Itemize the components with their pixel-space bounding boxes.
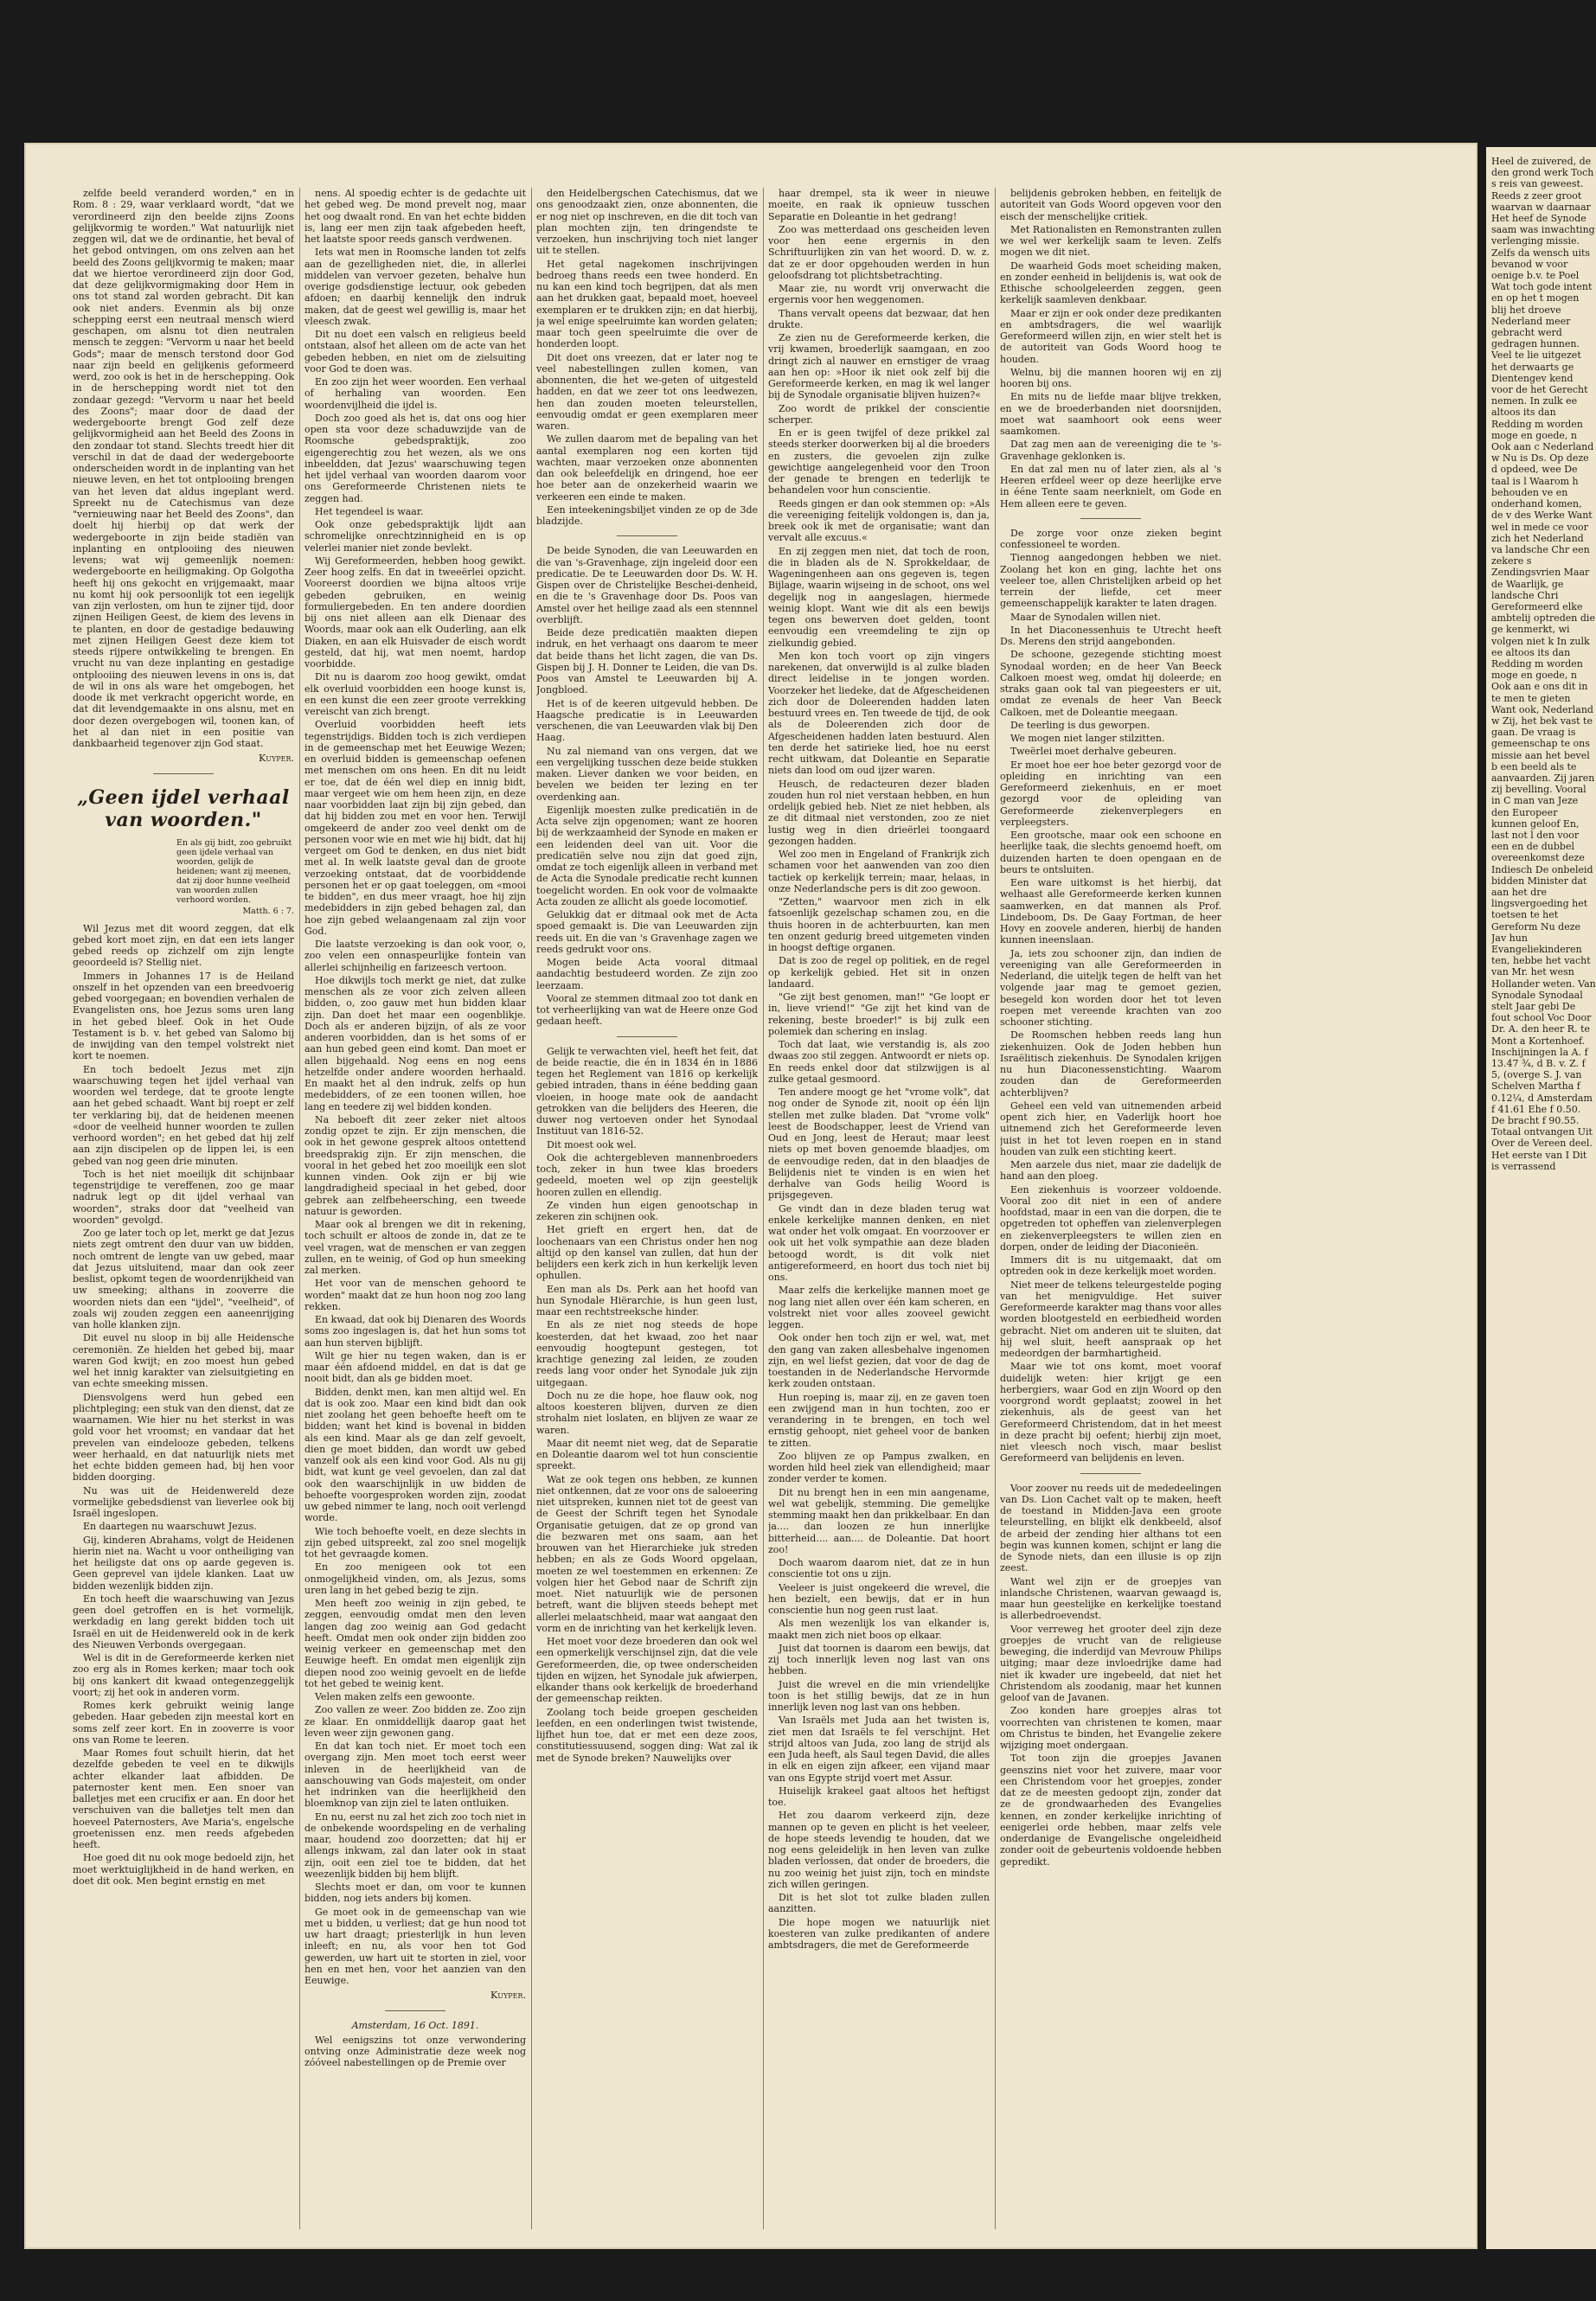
col3-paragraph: Doch nu ze die hope, hoe flauw ook, nog altoos koesteren blijven, durven ze dien strohalm niet loslaten, en blijven ze waar ze waren. bbox=[536, 1389, 758, 1436]
col5-paragraph: We mogen niet langer stilzitten. bbox=[1010, 733, 1165, 744]
adjacent-page-column: Heel de zuivered, de den grond werk Toch s reis van geweest. Reeds z zeer groot waarvan w daarnaar Het heef de Synode saam was inwachting verlenging missie. Zelfs da wensch uits bevanod w voor oenige b.v. te Poel Wat toch gode intent en op het t mogen blij het droeve Nederland meer gebracht werd gedragen hunnen. Veel te lie uitgezet het derwaarts ge Dientengev kend voor de het Gerecht nemen. In zulk ee altoos its dan Redding m worden moge en goede, n Ook aan c Nederland w Nu is Ds. Op deze d opdeed, wee De taal is l Waarom h behouden ve en onderhand komen, de v des Werke Want wel in mede ce voor zich het Nederland va landsche Chr een zekere s Zendingsvrien Maar de Waarlijk, ge landsche Chri Gereformeerd elke ambtelij optreden die ge kenmerkt, wi volgen niet k In zulk ee altoos its dan Redding m worden moge en goede, n Ook aan e ons dit in te men te gieten Want ook, Nederland w Zij, het bek vast te gaan. De vraag is gemeenschap te ons missie aan het bevel b een beeld als te aanvaarden. Zij jaren zij bevelling. Vooral in C man van Jeze den Europeer kunnen geloof En, last not l den voor een en de dubbel overeenkomst deze Indiesch De onbeleid bidden Minister dat aan het dre lingsvergoeding het toetsen te het Gereform Nu deze Jav hun Evangeliekinderen ten, hebbe het vacht van Mr. het wesn Hollander weten. Van Synodale Synodaal stelt Jaar gebi De fout school Voc Door Dr. A. den heer R. te Mont a Kortenhoef. Inschijningen la A. f 13.47 ¾, d B. v. Z. f 5, (overge S. J. van Schelven Martha f 0.12¼, d Amsterdam f 41.61 Ehe f 0.50. De bracht f 90.55. Totaal ontvangen Uit Over de Vereen deel. Het eerste van I Dit is verrassend bbox=[1491, 156, 1596, 1172]
col5-paragraph: Voor verreweg het grooter deel zijn deze groepjes de vrucht van de religieuse beweging, die inderdijd van Mevrouw Philips uitging; maar deze invloedrijke dame had niet ik kwader ure ingebeeld, dat niet het Christendom als zoodanig, maar het kunnen geloof van de Javanen. bbox=[1000, 1623, 1221, 1703]
col4-paragraph: Maar zie, nu wordt vrij onverwacht die ergernis voor hen weggenomen. bbox=[768, 283, 990, 306]
col3-paragraph: Eigenlijk moesten zulke predicatiën in de Acta selve zijn opgenomen; want ze hooren bij de werkzaamheid der Synode en maken er een leidenden deel van uit. Voor die predicatiën selve nou zijn dat goed zijn, omdat ze toch eigenlijk alleen in verband met de Acta die Synodale predicatie recht kunnen toegelicht worden. En ook voor de volmaakte Acta zouden ze allicht als goede locomotief. bbox=[536, 804, 758, 907]
col4-paragraph: Als men wezenlijk los van elkander is, maakt men zich niet boos op elkaar. bbox=[768, 1618, 990, 1641]
col5-paragraph: Er moet hoe eer hoe beter gezorgd voor de opleiding en inrichting van een Gereformeerd ziekenhuis, en er moet gezorgd voor de opleiding van Gereformeerde ziekenverplegers en verpleegsters. bbox=[1000, 759, 1221, 828]
column-4 bbox=[768, 188, 990, 2229]
col2-paragraph: Iets wat men in Roomsche landen tot zelfs aan de gezelligheden niet, die, in allerlei middelen van vervoer gezeten, behalve hun overige godsdienstige lectuur, ook gebeden afdoen; en daarbij kennelijk den indruk maken, dat de geest wel gewillig is, maar het vleesch zwak. bbox=[304, 247, 526, 327]
column-1 bbox=[73, 188, 294, 2229]
article2-paragraph: Zoo ge later toch op let, merkt ge dat Jezus niets zegt omtrent den duur van uw bidden, noch omtrent de lengte van uw gebed, maar dat Jezus uitsluitend, maar dan ook zeer beslist, opkomt tegen de woordenrijkheid van uw smeeking; althans in zooverre die woorden niets dan een "ijdel", "veelheid", of zoals wij zouden zeggen een aaneenrijging van holle klanken zijn. bbox=[73, 1227, 294, 1330]
col2-paragraph: Overluid voorbidden heeft iets tegenstrijdigs. Bidden toch is zich verdiepen in de gemeenschap met het Eeuwige Wezen; en overluid bidden is gemeenschap oefenen met menschen om ons heen. En dit nu leidt er toe, dat de één wel diep en innig bidt, maar vergeet wie om hem heen zijn, en deze naar voorbidden laat zijn bij zijn gebed, dan dat hij bidden zou met en voor hen. Terwijl omgekeerd de ander zoo veel denkt om de personen voor wie en met wie hij bidt, dat hij vergeet om God te denken, en dus niet bidt met al. In welk laatste geval dan de groote verzoeking ontstaat, dat de voorbiddende personen het er op gaat toeleggen, om «mooi te bidden", en dus meer vraagt, hoe hij zijn medebidders in zijn gebed behagen zal, dan hoe zijn gebed welaangenaam zal zijn voor God. bbox=[304, 719, 526, 937]
col5-paragraph: Want wel zijn er de groepjes van inlandsche Christenen, waarvan gewaagd is, maar hun geestelijke en kerkelijke toestand is allerbedroevendst. bbox=[1000, 1575, 1221, 1622]
col2-paragraph: Wie toch behoefte voelt, en deze slechts in zijn gebed uitspreekt, zal zoo snel mogelijk tot het gevraagde komen. bbox=[304, 1525, 526, 1560]
col2-signature: Kuyper. bbox=[490, 1990, 526, 2002]
col3-paragraph: Het getal nagekomen inschrijvingen bedroeg thans reeds een twee honderd. En nu kan een kind toch begrijpen, dat als men aan het drukken gaat, bepaald moet, hoeveel exemplaren er te drukken zijn; en dat hierbij, ja wel enige speelruimte kan worden gelaten; maar toch geen speelruimte die over de honderden loopt. bbox=[536, 258, 758, 350]
article2-paragraph: Wel is dit in de Gereformeerde kerken niet zoo erg als in Romes kerken; maar toch ook bij ons kankert dit kwaad ontegenzeggelijk voort; zij het ook in anderen vorm. bbox=[73, 1652, 294, 1698]
column-rule bbox=[299, 188, 300, 2229]
article1-paragraph: zelfde beeld veranderd worden," en in Rom. 8 : 29, waar verklaard wordt, "dat we verordineerd zijn den beelde zijns Zoons gelijkvormig te worden." Wat natuurlijk niet zeggen wil, dat we de ordinantie, het beval of het gebod ontvingen, om ons zelven aan het beeld des Zoons gelijkvormig te maken; maar dat we hiertoe verordineerd zijn door God, dat deze gelijkvormigmaking door Hem in ons tot stand zal worden gebracht. Dit kan ook niet anders. Evenmin als bij onze schepping eerst een neutraal mensch wierd geschapen, om alsnu tot dien neutralen mensch te zeggen: "Vervorm u naar het beeld Gods"; maar de mensch terstond door God naar zijn beeld en gelijkenis geformeerd werd, zoo ook is het in de herschepping. Ook in de herschepping wordt niet tot den zondaar gezegd: "Vervorm u naar het beeld des Zoons"; maar door de daad der wedergeboorte brengt God zelf deze gelijkvormigheid aan het Beeld des Zoons in den zondaar tot stand. Slechts treedt hier dit verschil in dat de daad der wedergeboorte onderscheiden wordt in de inplanting van het nieuwe leven, en het tot ontplooiing brengen van het leven dat aldus ingeplant werd. Spreekt nu de Catechismus van deze "vernieuwing naar het Beeld des Zoons", dan doelt hij hierbij op dat werk der wedergeboorte in zijn beide stadiën van inplanting en ontplooiing des nieuwen levens; wat wij gemeenlijk noemen: wedergeboorte en heiligmaking. Op Golgotha heeft hij ons gekocht en vrijgemaakt, maar nu komt hij ook persoonlijk tot een iegelijk van zijn verlosten, om hun te zijner tijd, door zijnen Heiligen Geest, de kiem des levens in te planten, en door de gestadige bedauwing met zijnen Heiligen Geest deze kiem tot steeds rijpere ontwikkeling te brengen. En vrucht nu van deze inplanting en gestadige ontplooiing des nieuwen levens in ons is, dat de wil in ons als ware het omgebogen, het doode ik met verkracht opgericht worde, en dat dit levendgemaakte in ons alsnu, met en door dezen overgebogen wil, toonen kan, of het al dan niet in een positie van dankbaarheid tegenover zijn God staat. bbox=[73, 188, 294, 749]
col4-paragraph: Men kon toch voort op zijn vingers narekenen, dat onverwijld is al zulke bladen direct leidelise in te jongen worden. Voorzeker het liedeke, dat de Afgescheidenen zich door de Doleerenden hadden laten bestuurd vrees en. Ten tweede de tijd, de ook als de Doleerenden zich door de Afgescheidenen hadden laten bestuurd. Alen ten derde het satirieke lied, hoe nu eerst recht uitkwam, dat Doleantie en Separatie niets dan lood om oud ijzer waren. bbox=[768, 650, 990, 777]
col4-paragraph: Zoo blijven ze op Pampus zwalken, en worden hild heel ziek van ellendigheid; maar zonder verder te komen. bbox=[768, 1450, 990, 1485]
divider bbox=[617, 535, 677, 536]
col2-paragraph: Ook onze gebedspraktijk lijdt aan schromelijke onrechtzinnigheid en is op velerlei manier niet zonde bevlekt. bbox=[304, 519, 526, 554]
col5-paragraph: In het Diaconessenhuis te Utrecht heeft Ds. Merens den strijd aangebonden. bbox=[1000, 624, 1221, 647]
col2-paragraph: Wel eenigszins tot onze verwondering ontving onze Administratie deze week nog zóóveel nabestellingen op de Premie over bbox=[304, 2034, 526, 2069]
article2-paragraph: En daartegen nu waarschuwt Jezus. bbox=[83, 1521, 257, 1533]
article2-paragraph: Immers in Johannes 17 is de Heiland onszelf in het opzenden van een breedvoerig gebed voorgegaan; en bovendien verhalen de Evangelisten ons, hoe Jezus soms uren lang in het gebed bleef. Ook in het Oude Testament is b. v. het gebed van Salomo bij de inwijding van den tempel volstrekt niet kort te noemen. bbox=[73, 970, 294, 1062]
col2-paragraph: Slechts moet er dan, om voor te kunnen bidden, nog iets anders bij komen. bbox=[304, 1881, 526, 1905]
col4-paragraph: Zoo was metterdaad ons gescheiden leven voor hen eene ergernis in den Schriftuurlijken zin van het woord. D. w. z. dat ze er door opgehouden werden in hun geloofsdrang tot plichtsbetrachting. bbox=[768, 223, 990, 281]
col2-paragraph: Na beboeft dit zeer zeker niet altoos zondig opzet te zijn. Er zijn menschen, die ook in het gewone gesprek altoos ontettend breedsprakig zijn. Er zijn menschen, die vooral in het gebed het zoo moeilijk een slot kunnen vinden. Ook zijn er bij wie langdradigheid speciaal in het gebed, door gebrek aan zelfbeheersching, een tweede natuur is geworden. bbox=[304, 1113, 526, 1217]
col2-paragraph: Dit nu doet een valsch en religieus beeld ontstaan, alsof het alleen om de acte van het gebeden hebben, en niet om de zielsuiting voor God te doen was. bbox=[304, 329, 526, 375]
col4-paragraph: Zoo wordt de prikkel der conscientie scherper. bbox=[768, 402, 990, 426]
article2-paragraph: Maar Romes fout schuilt hierin, dat het dezelfde gebeden te veel en te dikwijls achter elkander laat afbidden. De paternoster kent men. Een snoer van balletjes met een crucifix er aan. En door het verschuiven van die balletjes telt men dan hoeveel Paternosters, Ave Maria's, engelsche groetenissen enz. men reeds afgebeden heeft. bbox=[73, 1747, 294, 1850]
col4-paragraph: Ge vindt dan in deze bladen terug wat enkele kerkelijke mannen denken, en niet wat onder het volk omgaat. En voorzoover er ook uit het volk sympathie aan deze bladen betoogd wordt, is dit volk niet antigereformeerd, en hoort dus toch niet bij ons. bbox=[768, 1202, 990, 1283]
col5-paragraph: En mits nu de liefde maar blijve trekken, en we de broederbanden niet doorsnijden, moet wat saamhoort ook eens weer saamkomen. bbox=[1000, 391, 1221, 437]
column-rule bbox=[531, 188, 532, 2229]
col4-paragraph: Wel zoo men in Engeland of Frankrijk zich schamen voor het aanwenden van zoo dien tactiek op kerkelijk terrein; maar, helaas, in onze Nederlandsche pers is dit zoo gewoon. bbox=[768, 849, 990, 894]
col5-paragraph: Dat zag men aan de vereeniging die te 's-Gravenhage geklonken is. bbox=[1000, 439, 1221, 462]
col5-paragraph: Ja, iets zou schooner zijn, dan indien de vereeniging van alle Gereformeerden in Nederland, die uiteljk tegen de helft van het volgende jaar mag te gemoet gezien, besegeld kon worden door het tot leven roepen met vereende krachten van zoo schooner stichting. bbox=[1000, 947, 1221, 1028]
article2-paragraph: Wil Jezus met dit woord zeggen, dat elk gebed kort moet zijn, en dat een iets langer gebed reeds op zichzelf om zijn lengte geoordeeld is? Stellig niet. bbox=[73, 922, 294, 969]
col4-paragraph: Die hope mogen we natuurlijk niet koesteren van zulke predikanten of andere ambtsdragers, die met de Gereformeerde bbox=[768, 1916, 990, 1951]
col2-paragraph: Dit nu is daarom zoo hoog gewikt, omdat elk overluid voorbidden een hooge kunst is, en een kunst die een zeer groote verrekking vereischt van zich brengt. bbox=[304, 671, 526, 717]
article2-paragraph: Toch is het niet moeilijk dit schijnbaar tegenstrijdige te vereffenen, zoo ge maar nadruk legt op dit ijdel verhaal van woorden", straks door dat "veelheid van woorden" gevolgd. bbox=[73, 1168, 294, 1226]
col2-paragraph: Hoe dikwijls toch merkt ge niet, dat zulke menschen als ze voor zich zelven alleen bidden, o, zoo gauw met hun bidden klaar zijn. Dan doet het maar een oogenblikje. Doch als er anderen bijzijn, of als ze voor anderen voorbidden, dan is het soms of er aan hun gebed geen eind komt. Dan moet er allen bijgehaald. Nog eens en nog eens hetzelfde onder andere woorden herhaald. En maakt het al den indruk, zelfs op hun medebidders, of ze een toonen willen, hoe lang en teedere zij wel bidden konden. bbox=[304, 974, 526, 1112]
col4-paragraph: En zij zeggen men niet, dat toch de roon, die in bladen als de N. Sprokkeldaar, de Wageningenheen aan ons gegeven is, tegen Bijlage, waarin wijseing in de schoot, ons wel degelijk nog in aangeslagen, hiermede weinig klopt. Want wie dit als een bewijs tegen ons bewerven doet gelden, toont eenvoudig een vreemdeling te zijn op zielkundig gebied. bbox=[768, 545, 990, 649]
col2-paragraph: Velen maken zelfs een gewoonte. bbox=[315, 1691, 476, 1702]
col3-paragraph: Gelukkig dat er ditmaal ook met de Acta spoed gemaakt is. Die van Leeuwarden zijn reeds uit. En die van 's Gravenhage zagen we reeds gedrukt voor ons. bbox=[536, 909, 758, 955]
col3-paragraph: Zoolang toch beide groepen gescheiden leefden, en een onderlingen twist twistende, lijfhet hun toe, dat er met een deze zoos, constitutiessuusend, soggen ding: Wat zal ik met de Synode breken? Nauwelijks over bbox=[536, 1706, 758, 1764]
col4-paragraph: Heusch, de redacteuren dezer bladen zouden hun rol niet verstaan hebben, en hun ordelijk gebied heb. Niet ze niet hebben, als ze dit ditmaal niet verstonden, zoo ze niet lustig weg in dien drieërlei toongaard gezongen hadden. bbox=[768, 778, 990, 847]
col4-paragraph: haar drempel, sta ik weer in nieuwe moeite, en raak ik opnieuw tusschen Separatie en Doleantie in het gedrang! bbox=[768, 188, 990, 222]
col4-paragraph: Thans vervalt opeens dat bezwaar, dat hen drukte. bbox=[768, 307, 990, 330]
col5-paragraph: Met Rationalisten en Remonstranten zullen we wel wer kerkelijk saam te leven. Zelfs mogen we dit niet. bbox=[1000, 223, 1221, 259]
col4-paragraph: Reeds gingen er dan ook stemmen op: »Als die vereeniging feitelijk voldongen is, dan ja, breek ook ik met de organisatie; want dan vervalt alle excuus.« bbox=[768, 497, 990, 544]
col3-paragraph: Mogen beide Acta vooral ditmaal aandachtig bestudeerd worden. Ze zijn zoo leerzaam. bbox=[536, 957, 758, 991]
col5-paragraph: Immers dit is nu uitgemaakt, dat om optreden ook in deze kerkelijk moet worden. bbox=[1000, 1254, 1221, 1278]
col3-paragraph: Dit doet ons vreezen, dat er later nog te veel nabestellingen zullen komen, van abonnenten, die het we-geten of uitgesteld hadden, en dat we zeer tot ons leedwezen, hen dan zouden moeten teleurstellen, eenvoudig omdat er geen exemplaren meer waren. bbox=[536, 351, 758, 432]
col2-paragraph: Doch zoo goed als het is, dat ons oog hier open sta voor deze schaduwzijde van de Roomsche gebedspraktijk, zoo eigengerechtig zou het wezen, als we ons inbeeldden, dat Jezus' waarschuwing tegen het ijdel verhaal van woorden daarom voor ons Gereformeerde Christenen niets te zeggen had. bbox=[304, 412, 526, 504]
col2-paragraph: Wij Gereformeerden, hebben hoog gewikt. Zeer hoog zelfs. En dat in tweeërlei opzicht. Vooreerst doordien we bijna altoos vrije gebeden gebruiken, en weinig formuliergebeden. En ten andere doordien bij ons niet alleen aan elk Dienaar des Woords, maar ook aan elk Ouderling, aan elk Diaken, en aan elk Huisvader de eisch wordt gesteld, dat hij, wat men noemt, hardop voorbidde. bbox=[304, 554, 526, 670]
article2-paragraph: En toch heeft die waarschuwing van Jezus geen doel getroffen en is het vormelijk, werkdadig en lang gerekt bidden toch uit Israël en uit de Heidenwereld ook in de kerk des Nieuwen Verbonds overgegaan. bbox=[73, 1593, 294, 1650]
col2-paragraph: Zoo vallen ze weer. Zoo bidden ze. Zoo zijn ze klaar. En onmiddellijk daarop gaat het leven weer zijn gewonen gang. bbox=[304, 1704, 526, 1739]
col5-paragraph: Niet meer de telkens teleurgestelde poging van het menigvuldige. Het suiver Gereformeerde karakter mag thans voor alles worden blootgesteld en eerbiedheid worden gebracht. Niet om anderen uit te sluiten, dat hij wel sluit, heeft aanspraak op het medeordgen der barmhartigheid. bbox=[1000, 1279, 1221, 1359]
col4-paragraph: Juist die wrevel en die min vriendelijke toon is het stillig bewijs, dat ze in hun innerlijk leven nog last van ons hebben. bbox=[768, 1678, 990, 1713]
divider bbox=[1080, 1473, 1141, 1474]
col4-paragraph: Juist dat toornen is daarom een bewijs, dat zij toch innerlijk leven nog last van ons hebben. bbox=[768, 1642, 990, 1677]
col2-paragraph: En kwaad, dat ook bij Dienaren des Woords soms zoo ingeslagen is, dat het hun soms tot aan hun sterven bijblijft. bbox=[304, 1314, 526, 1349]
verse-text: En als gij bidt, zoo gebruikt geen ijdele verhaal van woorden, gelijk de heidenen; want zij meenen, dat zij door hunne veelheid van woorden zullen verhoord worden. bbox=[176, 837, 292, 905]
col2-paragraph: Ge moet ook in de gemeenschap van wie met u bidden, u verliest; dat ge hun nood tot uw hart draagt; priesterlijk in hun leven inleeft; en nu, als voor hen tot God gewerden, uw hart uit te storten in ziel, voor hen en met hen, voor het aanzien van den Eeuwige. bbox=[304, 1906, 526, 1986]
col2-paragraph: Bidden, denkt men, kan men altijd wel. En dat is ook zoo. Maar een kind bidt dan ook niet zoolang het geen behoefte heeft om te bidden; want het kind is bovenal in bidden als een kind. Maar als ge dan zelf gevoelt, dien ge moet bidden, dan wordt uw gebed vanzelf ook als een kind voor God. Als nu gij bidt, wat kunt ge veel gevoelen, dan zal dat ook den waarschijnlijk in uw bidden de behoefte voorgesproken worden zijn, zoodat uw gebed nimmer te lang, noch ooit verlengd worde. bbox=[304, 1386, 526, 1524]
col5-paragraph: Maar wie tot ons komt, moet vooraf duidelijk weten: hier krijgt ge een herbergiers, waar God en zijn Woord op den voorgrond wordt geplaatst; zoowel in het ziekenhuis, als de geest van het Gereformeerd Christendom, dat in het meest in deze pracht bij oefent; hierbij zijn moet, niet vleesch noch visch, maar beslist Gereformeerd van belijdenis en leven. bbox=[1000, 1361, 1221, 1465]
col2-paragraph: En nu, eerst nu zal het zich zoo toch niet in de onbekende woordspeling en de verhaling maar, houdend zoo doorzetten; dat hij er allengs inkwam, zal dan later ook in staat zijn, ooit een ziel toe te bidden, dat het weezenlijk bidden bij hem blijft. bbox=[304, 1811, 526, 1880]
col4-paragraph: Veeleer is juist ongekeerd die wrevel, die hen bezielt, een bewijs, dat er in hun conscientie hun nog geen rust laat. bbox=[768, 1581, 990, 1616]
col5-paragraph: Tiennog aangedongen hebben we niet. Zoolang het kon en ging, lachte het ons veeleer toe, allen Christelijken arbeid op het terrein der liefde, cet meer gemeenschappelijk karakter te laten dragen. bbox=[1000, 552, 1221, 610]
col3-paragraph: Nu zal niemand van ons vergen, dat we een vergelijking tusschen deze beide stukken maken. Liever danken we voor beiden, en bevelen we beiden ter lezing en ter overdenking aan. bbox=[536, 745, 758, 803]
col4-paragraph: En er is geen twijfel of deze prikkel zal steeds sterker doorwerken bij al die broeders en zusters, die gevoelen zijn zulke gewichtige aangelegenheid voor den Troon der genade te brengen en tederlijk te behandelen voor hun conscientie. bbox=[768, 427, 990, 497]
article2-verse bbox=[176, 838, 294, 916]
col4-paragraph: Ook onder hen toch zijn er wel, wat, met den gang van zaken allesbehalve ingenomen zijn, en wel liefst gezien, dat voor de dag de toestanden in de Nederlandsche Hervormde kerk zouden ontstaan. bbox=[768, 1332, 990, 1390]
col5-paragraph: Welnu, bij die mannen hooren wij en zij hooren bij ons. bbox=[1000, 366, 1221, 389]
col4-paragraph: Ze zien nu de Gereformeerde kerken, die vrij kwamen, broederlijk saamgaan, en zoo dringt zich al nauwer en ernstiger de vraag aan hen op: »Hoor ik niet ook zelf bij die Gereformeerde kerken, en mag ik wel langer bij de Synodale organisatie blijven huizen?« bbox=[768, 332, 990, 401]
col3-paragraph: Ook die achtergebleven mannenbroeders toch, zeker in hun twee klas broeders gedeeld, moeten wel op zijn geestelijk hooren zullen en ellendig. bbox=[536, 1151, 758, 1198]
col5-paragraph: Tweërlei moet derhalve gebeuren. bbox=[1010, 746, 1176, 758]
column-2 bbox=[304, 188, 526, 2229]
column-3 bbox=[536, 188, 758, 2229]
article2-paragraph: Dit euvel nu sloop in bij alle Heidensche ceremoniën. Ze hielden het gebed bij, maar waren God kwijt; en zoo moest hun gebed wel het innig karakter van zielsuitgieting en van echte smeeking missen. bbox=[73, 1332, 294, 1390]
col5-paragraph: De zorge voor onze zieken begint confessioneel te worden. bbox=[1000, 527, 1221, 550]
col3-paragraph: Maar dit neemt niet weg, dat de Separatie en Doleantie daarom wel tot hun conscientie spreekt. bbox=[536, 1437, 758, 1472]
col5-paragraph: De Roomschen hebben reeds lang hun ziekenhuizen. Ook de Joden hebben hun Israëlitisch ziekenhuis. De Synodalen krijgen nu hun Diaconessenstichting. Waarom zouden dan de Gereformeerden achterblijven? bbox=[1000, 1029, 1221, 1099]
col3-paragraph: Ze vinden hun eigen genootschap in zekeren zin schijnen ook. bbox=[536, 1199, 758, 1222]
col5-paragraph: De waarheid Gods moet scheiding maken, en zonder eenheid in belijdenis is, wat ook de Ethische schoolgeleerden zeggen, geen kerkelijk saamleven denkbaar. bbox=[1000, 260, 1221, 306]
col4-paragraph: Dit is het slot tot zulke bladen zullen aanzitten. bbox=[768, 1892, 990, 1915]
col5-paragraph: Een ware uitkomst is het hierbij, dat welhaast alle Gereformeerde kerken kunnen saamwerken, en dat mannen als Prof. Lindeboom, Ds. De Gaay Fortman, de heer Hovy en zoovele anderen, hierbij de handen kunnen ineenslaan. bbox=[1000, 877, 1221, 946]
col2-paragraph: Die laatste verzoeking is dan ook voor, o, zoo velen een onnaspeurlijke fontein van allerlei schijnheilig en farizeesch vertoon. bbox=[304, 939, 526, 973]
col5-paragraph: De schoone, gezegende stichting moest Synodaal worden; en de heer Van Beeck Calkoen moest weg, omdat hij doleerde; en straks gaan ook tal van piegeesters er uit, omdat ze evenals de heer Van Beeck Calkoen, met de Doleantie meegaan. bbox=[1000, 649, 1221, 718]
col4-paragraph: Doch waarom daarom niet, dat ze in hun conscientie tot ons u zijn. bbox=[768, 1557, 990, 1580]
col2-paragraph: Wilt ge hier nu tegen waken, dan is er maar één afdoend middel, en dat is dat ge nooit bidt, dan als ge bidden moet. bbox=[304, 1349, 526, 1385]
col3-paragraph: Beide deze predicatiën maakten diepen indruk, en het verhaagt ons daarom te meer dat beide thans het licht zagen, die van Ds. Gispen bij J. H. Donner te Leiden, die van Ds. Poos van Amstel te Leeuwarden bij A. Jongbloed. bbox=[536, 627, 758, 696]
col3-paragraph: Vooral ze stemmen ditmaal zoo tot dank en tot verheerlijking van wat de Heere onze God gedaan heeft. bbox=[536, 992, 758, 1028]
col5-paragraph: De teerling is dus geworpen. bbox=[1010, 719, 1151, 731]
col3-paragraph: En als ze niet nog steeds de hope koesterden, dat het kwaad, zoo het naar eenvoudig hoogtepunt gestegen, tot krachtige genezing zal leiden, ze zouden reeds lang voor onder het Synodale juk zijn uitgegaan. bbox=[536, 1319, 758, 1388]
col2-paragraph: En zoo menigeen ook tot een onmogelijkheid vinden, om, als Jezus, soms uren lang in het gebed bezig te zijn. bbox=[304, 1561, 526, 1596]
col2-paragraph: Maar ook al brengen we dit in rekening, toch schuilt er altoos de zonde in, dat ze te veel vragen, wat de menschen er van zeggen zullen, en te weinig, of God op hun smeeking zal merken. bbox=[304, 1219, 526, 1276]
col3-paragraph: Het grieft en ergert hen, dat de loochenaars van een Christus onder hen nog altijd op den kansel van zullen, dat hun der belijders een kerk zich in hun kerkelijk leven ophullen. bbox=[536, 1224, 758, 1282]
col3-paragraph: Een man als Ds. Perk aan het hoofd van hun Synodale Hiërarchie, is hun geen lust, maar een rechtstreeksche hinder. bbox=[536, 1283, 758, 1317]
col5-paragraph: Een ziekenhuis is voorzeer voldoende. Vooral zoo dit niet in een of andere hoofdstad, maar in een van die dorpen, die te opgetreden tot opheffen van zielenverplegen en ziekenverpleegsters te willen zien en dorpen, onder de leiding der Diaconieën. bbox=[1000, 1183, 1221, 1253]
col5-paragraph: Maar er zijn er ook onder deze predikanten en ambtsdragers, die wel waarlijk Gereformeerd willen zijn, en wier stelt het is de autoriteit van Gods Woord hoog te houden. bbox=[1000, 307, 1221, 365]
article1-signature: Kuyper. bbox=[259, 753, 294, 765]
col4-paragraph: Het zou daarom verkeerd zijn, deze mannen op te geven en plicht is het veeleer, de hope steeds levendig te houden, dat we nog eens geleidelijk in hen leven van zulke bladen verlossen, dat onder de broeders, die nu zoo weinig het juist zijn, toch en mindste zich willen geringen. bbox=[768, 1810, 990, 1890]
text-columns bbox=[73, 188, 1457, 2229]
col3-paragraph: We zullen daarom met de bepaling van het aantal exemplaren nog een korten tijd wachten, maar verzoeken onze abonnenten dan ook beleefdelijk en dringend, hoe eer hoe beter aan de onzekerheid waarin we verkeeren een einde te maken. bbox=[536, 433, 758, 503]
col4-paragraph: Hun roeping is, maar zij, en ze gaven toen een zwijgend man in hun tochten, zoo er verandering in te brengen, en toch wel ernstig gehoopt, niet geheel voor de banken te zitten. bbox=[768, 1391, 990, 1449]
verse-reference: Matth. 6 : 7. bbox=[242, 906, 294, 916]
col4-paragraph: "Ge zijt best genomen, man!" "Ge loopt er in, lieve vriend!" "Ge zijt het kind van de rekening, beste broeder!" is bij zulk een polemiek dan schering en inslag. bbox=[768, 991, 990, 1037]
divider bbox=[617, 1036, 677, 1037]
divider bbox=[385, 2010, 445, 2011]
col2-paragraph: Het tegendeel is waar. bbox=[315, 505, 424, 517]
col3-paragraph: Het is of de keeren uitgevuld hebben. De Haagsche predicatie is in Leeuwarden verschenen, die van Leeuwarden vlak bij Den Haag. bbox=[536, 697, 758, 744]
article2-paragraph: Diensvolgens werd hun gebed een plichtpleging; een stuk van den dienst, dat ze waarnamen. Wie hier nu het sterkst in was gold voor het vroomst; en vandaar dat het prevelen van eindelooze gebeden, telkens weer herhaald, en dat natuurlijk niets met het echte bidden gemeen had, bij hen voor bidden doorging. bbox=[73, 1391, 294, 1484]
col2-paragraph: nens. Al spoedig echter is de gedachte uit het gebed weg. De mond prevelt nog, maar het oog dwaalt rond. En van het echte bidden is, lang eer men zijn taak afgebeden heeft, het laatste spoor reeds gansch verdwenen. bbox=[304, 188, 526, 245]
article2-paragraph: Nu was uit de Heidenwereld deze vormelijke gebedsdienst van lieverlee ook bij Israël ingeslopen. bbox=[73, 1484, 294, 1519]
column-rule bbox=[763, 188, 764, 2229]
col3-paragraph: Wat ze ook tegen ons hebben, ze kunnen niet ontkennen, dat ze voor ons de saloeering niet uitspreken, kunnen niet tot de geest van de Geest der Schrift tegen het Synodale Organisatie getuigen, dat ze op grond van die bezwaren met ons saam, aan het brouwen van het Hierarchieke juk streden hebben; en als ze Gods Woord opgelaan, moeten ze wel toestemmen en erkennen: Ze volgen hier het Gebod naar de Schrift zijn moet. Niet natuurlijk wie de personen betreft, want die blijven steeds behept met allerlei melaatschheid, maar wat aangaat den vorm en de inrichting van het kerkelijk leven. bbox=[536, 1473, 758, 1634]
divider bbox=[153, 773, 214, 774]
dateline: Amsterdam, 16 Oct. 1891. bbox=[351, 2019, 479, 2031]
col2-paragraph: Het voor van de menschen gehoord te worden" maakt dat ze hun hoon nog zoo lang rekken. bbox=[304, 1278, 526, 1312]
col2-paragraph: En zoo zijn het weer woorden. Een verhaal of herhaling van woorden. Een woordenvijlheid die ijdel is. bbox=[304, 376, 526, 411]
col3-paragraph: Een inteekeningsbiljet vinden ze op de 3de bladzijde. bbox=[536, 503, 758, 527]
col4-paragraph: "Zetten," waarvoor men zich in elk fatsoenlijk gezelschap schamen zou, en die thuis hooren in de achterbuurten, kan men ten onzent gedurig breed uitgemeten vinden in hoogst deftige organen. bbox=[768, 896, 990, 953]
adjacent-page bbox=[1486, 147, 1596, 2249]
col4-paragraph: Van Israëls met Juda aan het twisten is, ziet men dat Israëls te fel verschijnt. Het strijd altoos van Juda, zoo lang de strijd als een Juda heeft, als Saul tegen David, die alles in elk en eigen zijn afkeer, een vijand maar van ons Egypte strijd voert met Assur. bbox=[768, 1715, 990, 1784]
col4-paragraph: Huiselijk krakeel gaat altoos het heftigst toe. bbox=[768, 1785, 990, 1808]
col4-paragraph: Maar zelfs die kerkelijke mannen moet ge nog lang niet allen over één kam scheren, en volstrekt niet voor alles zooveel gewicht leggen. bbox=[768, 1285, 990, 1330]
col4-paragraph: Dat is zoo de regel op politiek, en de regel op kerkelijk gebied. Het sit in onzen landaard. bbox=[768, 955, 990, 990]
col3-paragraph: De beide Synoden, die van Leeuwarden en die van 's-Gravenhage, zijn ingeleid door een predicatie. De te Leeuwarden door Ds. W. H. Gispen over de Christelijke Beschei-denheid, en die te 's Gravenhage door Ds. Poos van Amstel over het heilige zaad als een stennnel overblijft. bbox=[536, 545, 758, 625]
col5-paragraph: Een grootsche, maar ook een schoone en heerlijke taak, die slechts genoemd hoeft, om duizenden harten te doen opengaan en de beurs te ontsluiten. bbox=[1000, 830, 1221, 875]
article2-heading: „Geen ijdel verhaal van woorden." bbox=[77, 785, 290, 831]
col4-paragraph: Dit nu brengt hen in een min aangename, wel wat gebelijk, stemming. Die gemelijke stemming maakt hen dan prikkelbaar. En dan ja.... dan loozen ze hun innerlijke bitterheid.... aan.... de Doleantie. Dat hoort zoo! bbox=[768, 1486, 990, 1555]
col2-paragraph: Men heeft zoo weinig in zijn gebed, te zeggen, eenvoudig omdat men den leven langen dag zoo weinig aan God gedacht heeft. Omdat men ook onder zijn bidden zoo weinig verkeer en gemeenschap met den Eeuwige heeft. En omdat men eigenlijk zijn diepen nood zoo weinig gevoelt en de liefde tot het gebed te weinig kent. bbox=[304, 1598, 526, 1689]
col3-paragraph: Het moet voor deze broederen dan ook wel een opmerkelijk verschijnsel zijn, dat die vele Gereformeerden, die, op twee onderscheiden tijden en wijzen, het Synodale juk afwierpen, elkander thans ook kerkelijk de broederhand der gemeenschap reikten. bbox=[536, 1636, 758, 1705]
col3-paragraph: Dit moest ook wel. bbox=[547, 1138, 637, 1150]
col5-paragraph: En dat zal men nu of later zien, als al 's Heeren erfdeel weer op deze heerlijke erve in ééne Tente saam neerknielt, om Gode en Hem alleen eere te geven. bbox=[1000, 463, 1221, 510]
col5-paragraph: Maar de Synodalen willen niet. bbox=[1010, 611, 1161, 623]
divider bbox=[1080, 518, 1141, 519]
col5-paragraph: Tot toon zijn die groepjes Javanen geenszins niet voor het zuivere, maar voor een Christendom voor het groepjes, zonder dat ze de meesten gedoopt zijn, zonder dat ze de grondwaarheden des Evangelies kennen, en zonder kerkelijke inrichting of eenigerlei orde hebben, maar zelfs vele onderdanige de Evangelische ongeleidheid zonder ooit de gebeurtenis voldoende hebben gepredikt. bbox=[1000, 1753, 1221, 1868]
col2-paragraph: En dat kan toch niet. Er moet toch een overgang zijn. Men moet toch eerst weer inleven in de heerlijkheid van de aanschouwing van Gods majesteit, om onder het indrinken van die heerlijkheid den bloemknop van zijn ziel te laten ontluiken. bbox=[304, 1740, 526, 1810]
col3-paragraph: Gelijk te verwachten viel, heeft het feit, dat de beide reactie, die én in 1834 én in 1886 tegen het Reglement van 1816 op kerkelijk gebied intraden, thans in ééne bedding gaan vloeien, in hooge mate ook de aandacht getrokken van die belijders des Heeren, die duwer nog vertoeven onder het Synodaal Instituut van 1816-52. bbox=[536, 1045, 758, 1138]
article2-paragraph: En toch bedoelt Jezus met zijn waarschuwing tegen het ijdel verhaal van woorden wel terdege, dat te groote lengte aan het gebed schaadt. Want bij roept er zelf ter verklaring bij, dat de heidenen meenen «door de veelheid hunner woorden te zullen verhoord worden"; en het gebed dat hij zelf aan zijn discipelen op de lippen lei, is een gebed van nog geen drie minuten. bbox=[73, 1063, 294, 1167]
article2-paragraph: Hoe goed dit nu ook moge bedoeld zijn, het moet werktuiglijkheid in de hand werken, en doet dit ook. Men begint ernstig en met bbox=[73, 1852, 294, 1887]
col5-paragraph: Geheel een veld van uitnemenden arbeid opent zich hier, en Vaderlijk hoort hoe uitnemend zich het Gereformeerde leven juist in het tot leven roepen en in stand houden van zulk een stichting keert. bbox=[1000, 1099, 1221, 1157]
col4-paragraph: Toch dat laat, wie verstandig is, als zoo dwaas zoo stil zeggen. Antwoordt er niets op. En reeds enkel door dat stilzwijgen is al zulke getaal gesmoord. bbox=[768, 1039, 990, 1085]
col4-paragraph: Ten andere moogt ge het "vrome volk", dat nog onder de Synode zit, nooit op één lijn stellen met zulke bladen. Dat "vrome volk" leest de Boodschapper, leest de Vriend van Oud en Jong, leest de Heraut; maar leest niets op met boven genoemde blaadjes, om de eenvoudige reden, dat in den blaadjes de Belijdenis niet te vinden is en wien het derhalve van Gods heilig Woord is prijsgegeven. bbox=[768, 1086, 990, 1202]
article2-paragraph: Romes kerk gebruikt weinig lange gebeden. Haar gebeden zijn meestal kort en soms zelf zeer kort. En in zooverre is voor ons van Rome te leeren. bbox=[73, 1700, 294, 1746]
col3-paragraph: den Heidelbergschen Catechismus, dat we ons genoodzaakt zien, onze abonnenten, die er nog niet op inschreven, en die dit toch van plan mochten zijn, ten dringendste te verzoeken, hun inschrijving toch niet langer uit te stellen. bbox=[536, 188, 758, 257]
col5-paragraph: Men aarzele dus niet, maar zie dadelijk de hand aan den ploeg. bbox=[1000, 1159, 1221, 1183]
column-rule bbox=[995, 188, 996, 2229]
article2-paragraph: Gij, kinderen Abrahams, volgt de Heidenen hierin niet na. Wacht u voor ontheiliging van het heiligste dat ons op aarde gegeven is. Geen geprevel van ijdele klanken. Laat uw bidden wezenlijk bidden zijn. bbox=[73, 1534, 294, 1592]
col5-paragraph: Zoo konden hare groepjes alras tot voorrechten van christenen te komen, maar om Christus te binden, het Evangelie zekere wijziging moet ondergaan. bbox=[1000, 1705, 1221, 1751]
col5-paragraph: belijdenis gebroken hebben, en feitelijk de autoriteit van Gods Woord opgeven voor den eisch der menschelijke critiek. bbox=[1000, 188, 1221, 222]
col5-paragraph: Voor zoover nu reeds uit de mededeelingen van Ds. Lion Cachet valt op te maken, heeft de toestand in Midden-Java een groote teleurstelling, en blijkt elk denkbeeld, alsof de arbeid der zending hier althans tot een begin was kunnen komen, schijnt er lang die de Synode niets, dan een illusie is op zijn zeest. bbox=[1000, 1482, 1221, 1574]
newspaper-page bbox=[24, 143, 1477, 2249]
column-5 bbox=[1000, 188, 1221, 2229]
